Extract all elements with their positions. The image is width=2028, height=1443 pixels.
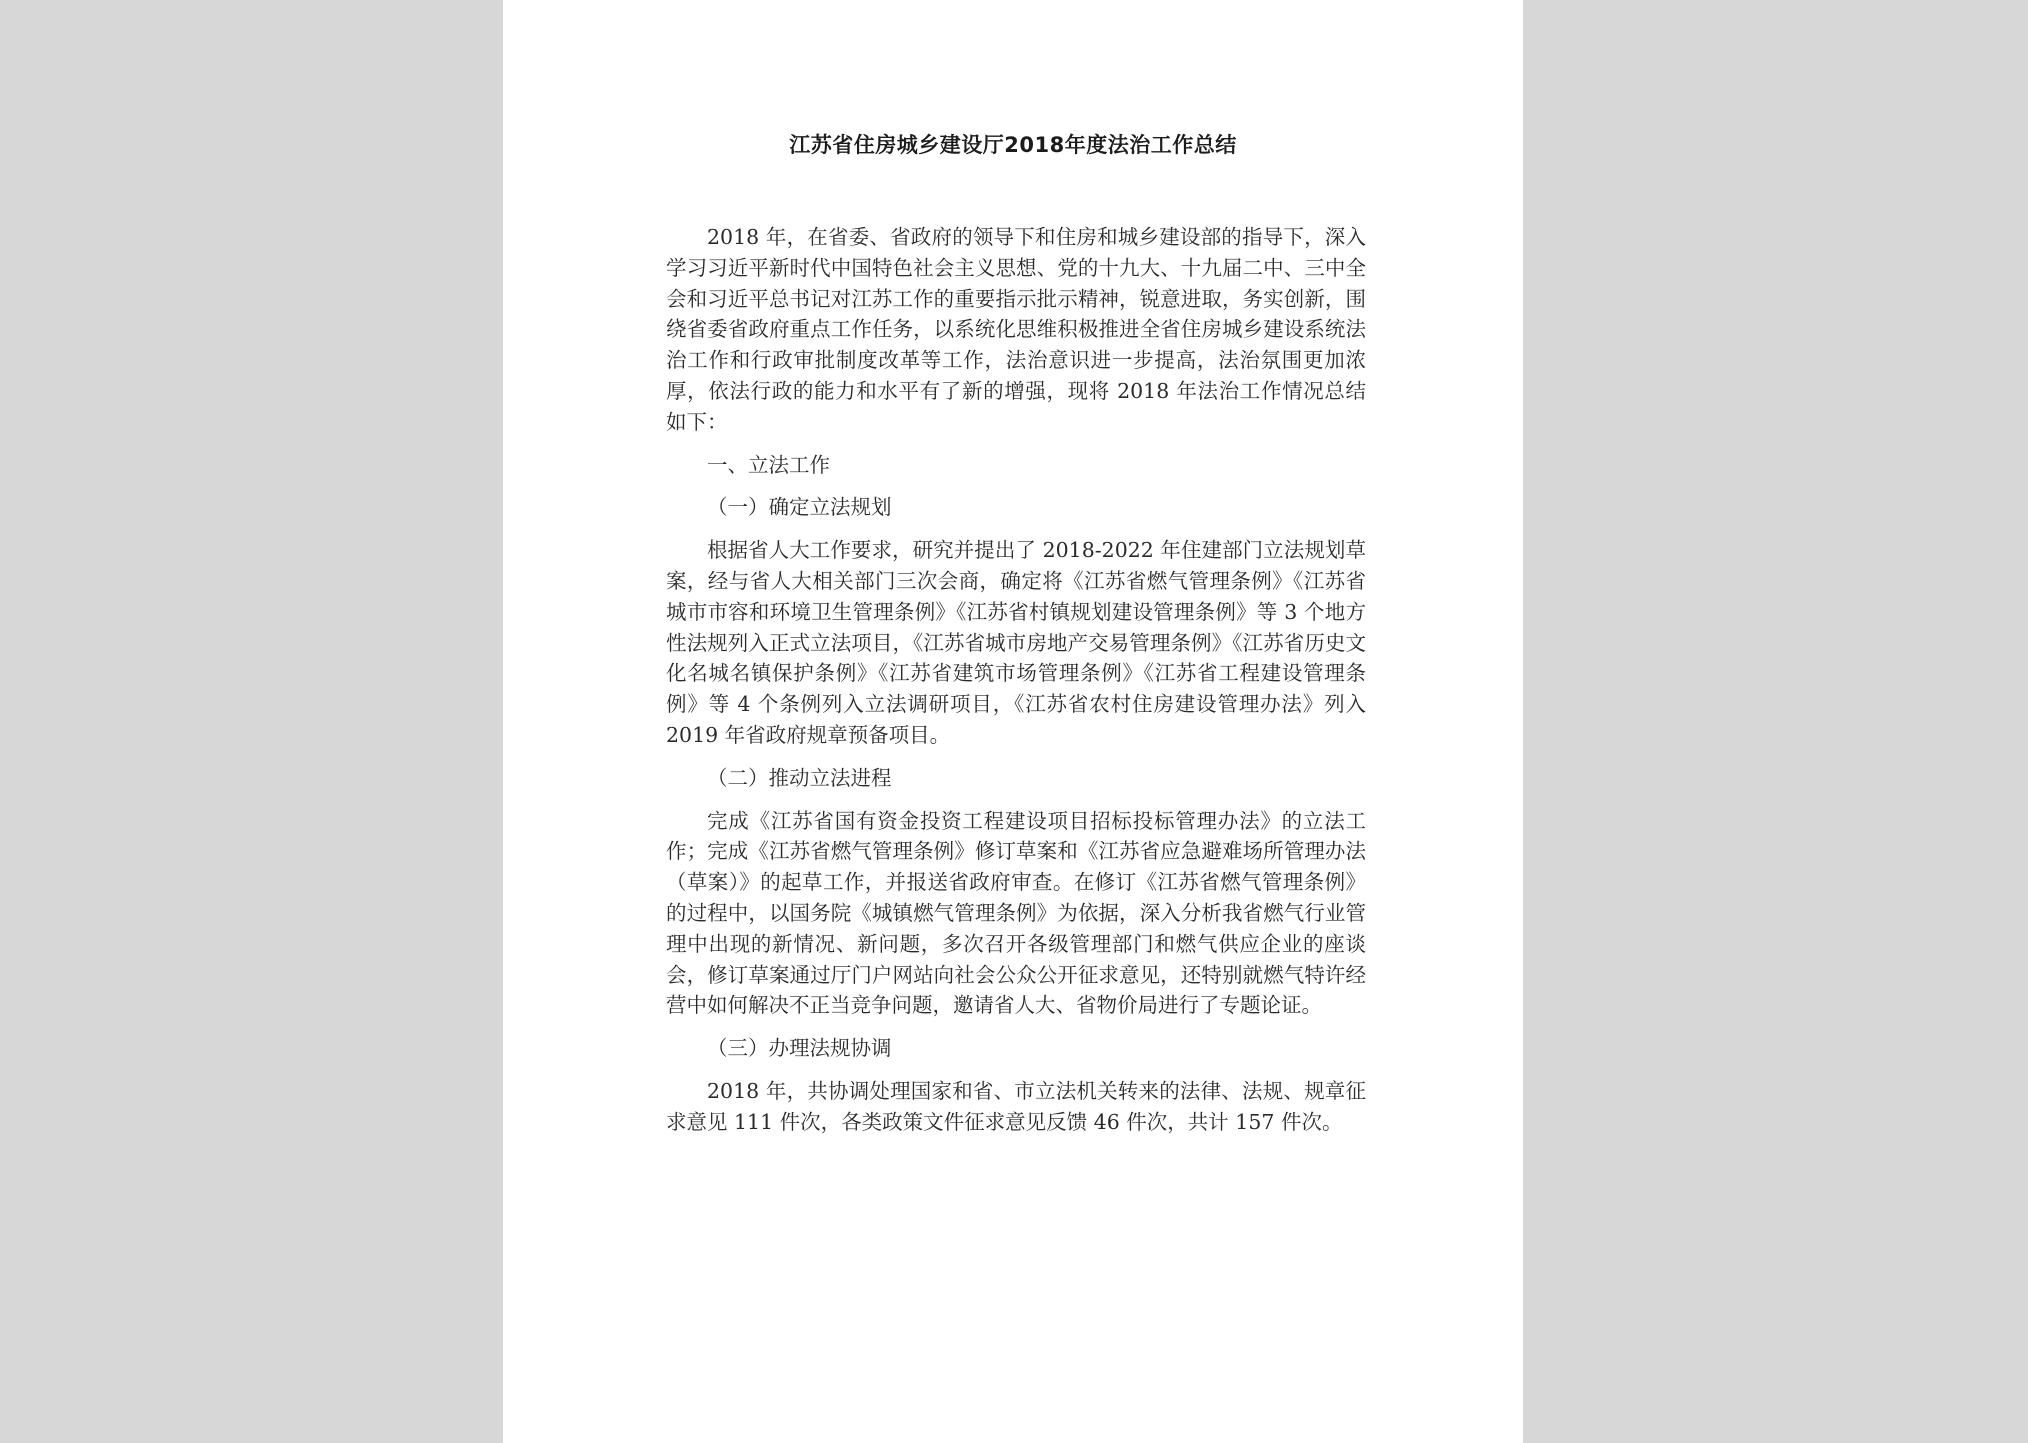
subsection-3-heading: （三）办理法规协调 [707,1036,892,1061]
subsection-2-paragraph: 完成《江苏省国有资金投资工程建设项目招标投标管理办法》的立法工作；完成《江苏省燃气管理条例》修订草案和《江苏省应急避难场所管理办法（草案）》的起草工作，并报送省政府审查。在修订《江苏省燃气管理条例》的过程中，以国务院《城镇燃气管理条例》为依据，深入分析我省燃气行业管理中出现的新情况、新问题，多次召开各级管理部门和燃气供应企业的座谈会，修订草案通过厅门户网站向社会公众公开征求意见，还特别就燃气特许经营中如何解决不正当竞争问题，邀请省人大、省物价局进行了专题论证。 [666,808,1366,1018]
section-1-heading: 一、立法工作 [707,452,830,477]
subsection-3-paragraph: 2018 年，共协调处理国家和省、市立法机关转来的法律、法规、规章征求意见 111 件次，各类政策文件征求意见反馈 46 件次，共计 157 件次。 [666,1078,1366,1134]
subsection-1-heading: （一）确定立法规划 [707,495,892,520]
document-body [666,222,1366,1150]
subsection-2-heading: （二）推动立法进程 [707,765,892,790]
intro-paragraph: 2018 年，在省委、省政府的领导下和住房和城乡建设部的指导下，深入学习习近平新时代中国特色社会主义思想、党的十九大、十九届二中、三中全会和习近平总书记对江苏工作的重要指示批示精神，锐意进取，务实创新，围绕省委省政府重点工作任务，以系统化思维积极推进全省住房城乡建设系统法治工作和行政审批制度改革等工作，法治意识进一步提高，法治氛围更加浓厚，依法行政的能力和水平有了新的增强，现将 2018 年法治工作情况总结如下： [666,225,1366,434]
document-title: 江苏省住房城乡建设厅2018年度法治工作总结 [789,133,1237,157]
subsection-1-paragraph: 根据省人大工作要求，研究并提出了 2018-2022 年住建部门立法规划草案，经与省人大相关部门三次会商，确定将《江苏省燃气管理条例》《江苏省城市市容和环境卫生管理条例》《江苏省村镇规划建设管理条例》等 3 个地方性法规列入正式立法项目，《江苏省城市房地产交易管理条例》《江苏省历史文化名城名镇保护条例》《江苏省建筑市场管理条例》《江苏省工程建设管理条例》等 4 个条例列入立法调研项目，《江苏省农村住房建设管理办法》列入 2019 年省政府规章预备项目。 [666,538,1366,747]
document-page [503,0,1523,1443]
